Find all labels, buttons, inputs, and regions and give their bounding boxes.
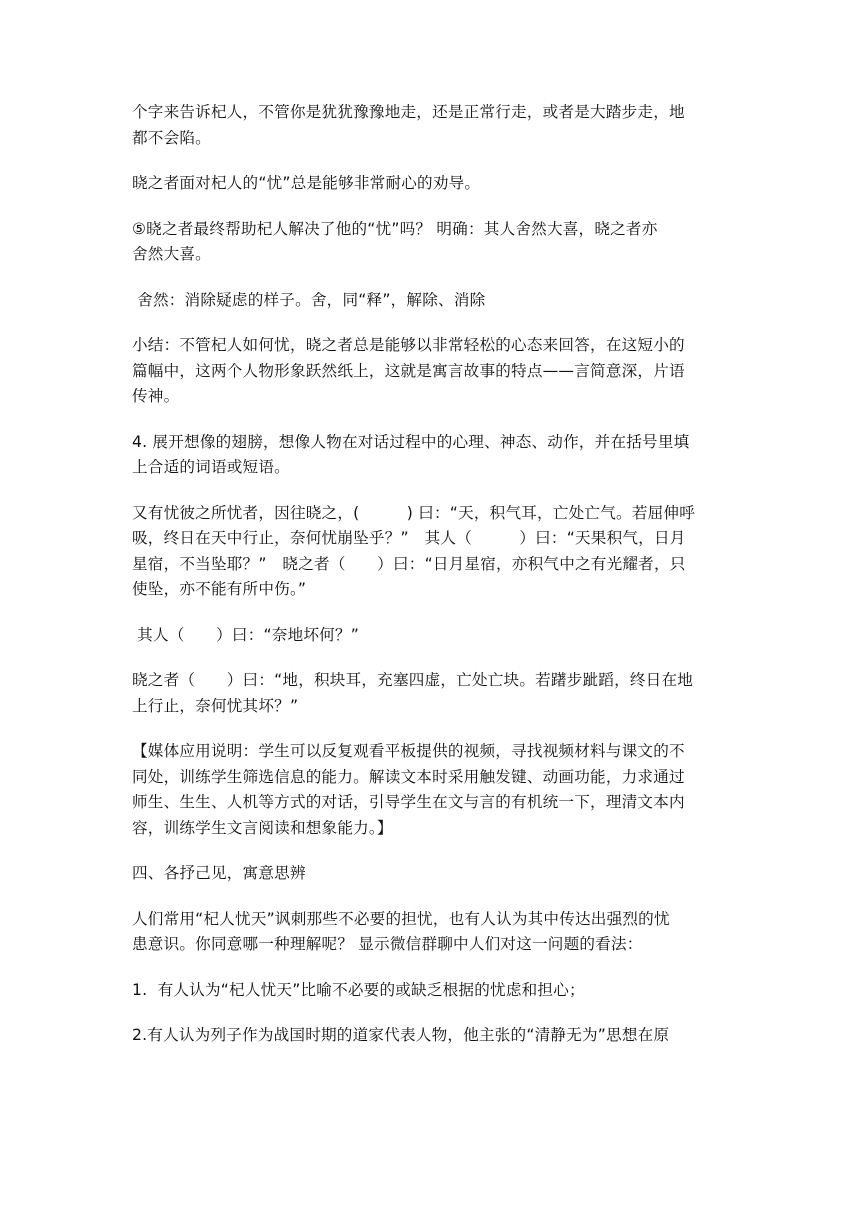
paragraph-5 [132, 333, 732, 410]
text-line: 晓之者面对杞人的“忧”总是能够非常耐心的劝导。 [132, 174, 481, 192]
text-line: 人们常用“杞人忧天”讽刺那些不必要的担忧，也有人认为其中传达出强烈的忧 [132, 909, 670, 928]
text-line: 个字来告诉杞人，不管你是犹犹豫豫地走，还是正常行走，或者是大踏步走，地 [132, 103, 685, 121]
text-line: 容，训练学生文言阅读和想象能力。】 [132, 818, 393, 837]
paragraph-10 [132, 739, 732, 841]
text-line: 小结：不管杞人如何忧，晓之者总是能够以非常轻松的心态来回答，在这短小的 [132, 336, 685, 354]
text-line: 舍然大喜。 [132, 245, 211, 263]
document-body [132, 100, 732, 1069]
section-heading [132, 861, 732, 887]
text-line: 师生、生生、人机等方式的对话，引导学生在文与言的有机统一下，理清文本内 [132, 793, 685, 811]
text-line: ⑤晓之者最终帮助杞人解决了他的“忧”吗？ 明确：其人舍然大喜，晓之者亦 [132, 219, 658, 238]
list-item-1 [132, 978, 732, 1004]
paragraph-8 [132, 623, 732, 649]
text-line: 患意识。你同意哪一种理解呢？ 显示微信群聊中人们对这一问题的看法： [132, 935, 643, 953]
paragraph-7 [132, 501, 732, 603]
paragraph-3 [132, 217, 732, 268]
text-line: 2.有人认为列子作为战国时期的道家代表人物，他主张的“清静无为”思想在原 [132, 1026, 670, 1044]
text-line: 4. 展开想像的翅膀，想像人物在对话过程中的心理、神态、动作，并在括号里填 [132, 432, 690, 451]
text-line: 上合适的词语或短语。 [132, 458, 290, 476]
paragraph-1 [132, 100, 732, 151]
paragraph-2 [132, 171, 732, 197]
text-line: 吸，终日在天中行止，奈何忧崩坠乎？” 其人（ ）曰：“天果积气，日月 [132, 529, 686, 547]
text-line: 又有忧彼之所忧者，因往晓之，( ) 曰：“天，积气耳，亡处亡气。若屈伸呼 [132, 503, 695, 522]
text-line: 同处，训练学生筛选信息的能力。解读文本时采用触发键、动画功能，力求通过 [132, 767, 685, 786]
text-line: 舍然：消除疑虑的样子。舍，同“释”，解除、消除 [132, 290, 486, 309]
text-line: 1. 有人认为“杞人忧天”比喻不必要的或缺乏根据的忧虑和担心； [132, 980, 585, 999]
paragraph-12 [132, 907, 732, 958]
list-item-2 [132, 1023, 732, 1049]
text-line: 都不会陷。 [132, 128, 211, 147]
paragraph-4 [132, 288, 732, 314]
text-line: 晓之者（ ）曰：“地，积块耳，充塞四虚，亡处亡块。若躇步跐蹈，终日在地 [132, 671, 694, 689]
text-line: 【媒体应用说明：学生可以反复观看平板提供的视频，寻找视频材料与课文的不 [132, 742, 685, 760]
text-line: 篇幅中，这两个人物形象跃然纸上，这就是寓言故事的特点——言简意深，片语 [132, 361, 685, 380]
text-line: 四、各抒己见，寓意思辨 [132, 864, 306, 882]
text-line: 传神。 [132, 387, 180, 405]
text-line: 其人（ ）曰：“奈地坏何？” [132, 625, 360, 644]
paragraph-6 [132, 430, 732, 481]
text-line: 星宿，不当坠耶？” 晓之者（ ）曰：“日月星宿，亦积气中之有光耀者，只 [132, 554, 686, 573]
paragraph-9 [132, 668, 732, 719]
text-line: 使坠，亦不能有所中伤。” [132, 580, 307, 598]
text-line: 上行止，奈何忧其坏？” [132, 696, 299, 715]
